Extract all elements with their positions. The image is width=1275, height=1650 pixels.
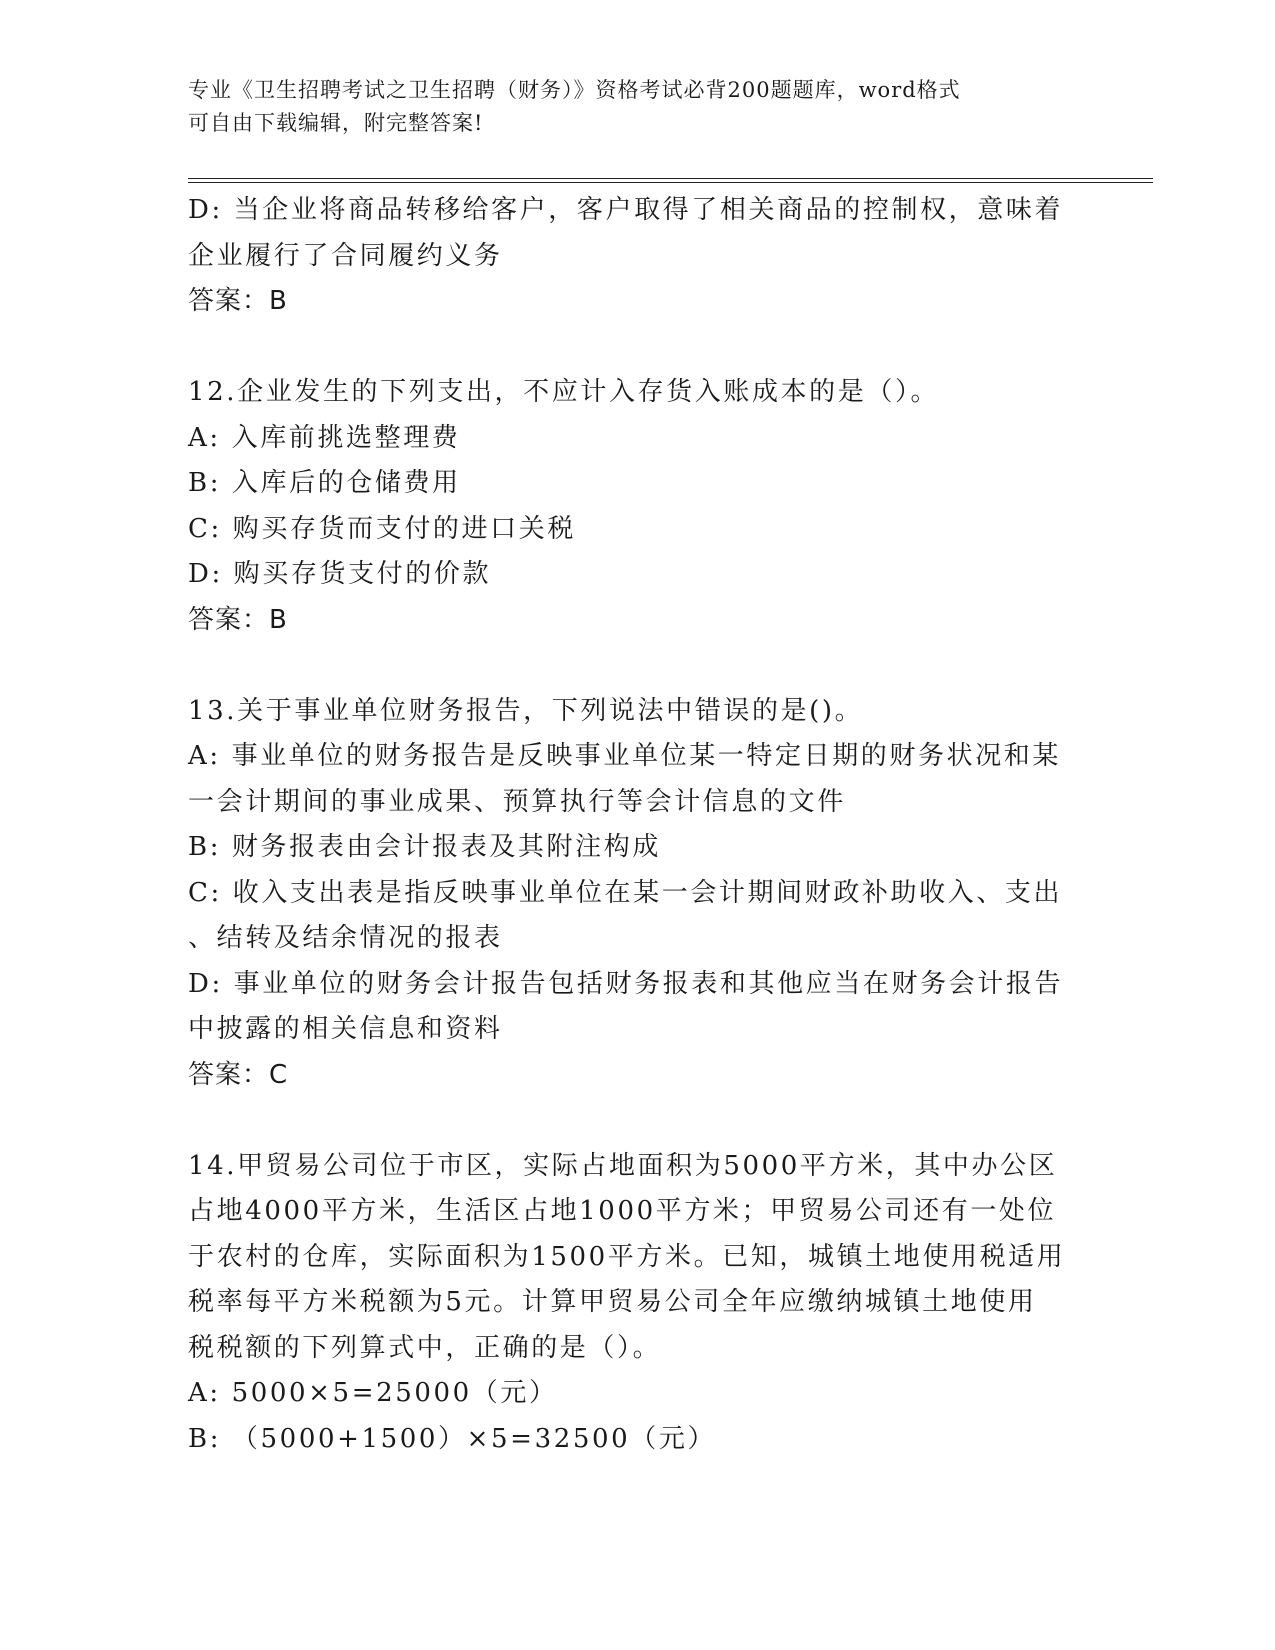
- header-title-line-1: 专业《卫生招聘考试之卫生招聘（财务）》资格考试必背200题题库，word格式: [188, 78, 961, 102]
- q13-option-d-line-2: 中披露的相关信息和资料: [188, 1014, 503, 1044]
- q14-stem-line-4: 税率每平方米税额为5元。计算甲贸易公司全年应缴纳城镇土地使用: [188, 1287, 1037, 1317]
- spacer: [188, 325, 1088, 371]
- q14-stem-line-5: 税税额的下列算式中，正确的是（）。: [188, 1332, 662, 1363]
- document-header: [188, 74, 1068, 140]
- q14-stem-line-1: 14.甲贸易公司位于市区，实际占地面积为5000平方米，其中办公区: [188, 1150, 1058, 1181]
- q12-stem: 12.企业发生的下列支出，不应计入存货入账成本的是（）。: [188, 377, 940, 407]
- q11-option-d-line-2: 企业履行了合同履约义务: [188, 240, 503, 271]
- q12-option-b: B: 入库后的仓储费用: [188, 468, 461, 498]
- q12-option-a: A: 入库前挑选整理费: [188, 422, 461, 453]
- q13-option-d-line-1: D: 事业单位的财务会计报告包括财务报表和其他应当在财务会计报告: [188, 968, 1064, 999]
- q14-option-b: B: （5000+1500）×5=32500（元）: [188, 1423, 717, 1454]
- q13-answer: 答案：C: [188, 1059, 289, 1090]
- header-title-line-2: 可自由下载编辑，附完整答案!: [188, 111, 484, 135]
- q13-option-c-line-2: 、结转及结余情况的报表: [188, 923, 503, 953]
- q13-option-a-line-1: A: 事业单位的财务报告是反映事业单位某一特定日期的财务状况和某: [188, 741, 1062, 771]
- q14-stem-line-2: 占地4000平方米，生活区占地1000平方米；甲贸易公司还有一处位: [188, 1196, 1057, 1226]
- q13-stem: 13.关于事业单位财务报告，下列说法中错误的是()。: [188, 695, 864, 726]
- q13-option-c-line-1: C: 收入支出表是指反映事业单位在某一会计期间财政补助收入、支出: [188, 877, 1063, 908]
- q12-option-d: D: 购买存货支付的价款: [188, 559, 492, 589]
- q11-option-d-line-1: D: 当企业将商品转移给客户，客户取得了相关商品的控制权，意味着: [188, 195, 1064, 225]
- spacer: [188, 643, 1088, 689]
- q13-option-a-line-2: 一会计期间的事业成果、预算执行等会计信息的文件: [188, 786, 846, 817]
- q12-option-c: C: 购买存货而支付的进口关税: [188, 513, 576, 544]
- q12-answer: 答案：B: [188, 604, 288, 635]
- q14-option-a: A: 5000×5=25000（元）: [188, 1378, 558, 1408]
- q14-stem-line-3: 于农村的仓库，实际面积为1500平方米。已知，城镇土地使用税适用: [188, 1241, 1066, 1272]
- q11-answer: 答案：B: [188, 286, 288, 316]
- q13-option-b: B: 财务报表由会计报表及其附注构成: [188, 832, 661, 862]
- header-divider: [188, 178, 1153, 183]
- spacer: [188, 1098, 1088, 1144]
- document-body: [188, 188, 1088, 1462]
